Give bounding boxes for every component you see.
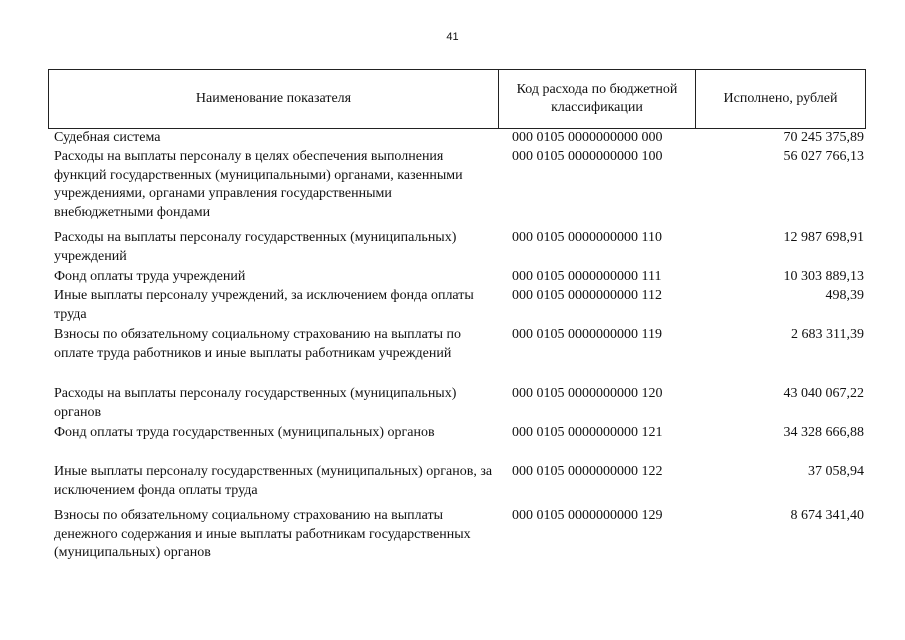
row-code: 000 0105 0000000000 122 xyxy=(512,464,663,479)
header-amount-column: Исполнено, рублей xyxy=(723,91,838,106)
row-name: Взносы по обязательному социальному страхованию на выплаты денежного содержания и иные выплаты работникам государственных (муниципальных) органов xyxy=(54,508,471,561)
row-code: 000 0105 0000000000 110 xyxy=(512,230,662,245)
row-code: 000 0105 0000000000 121 xyxy=(512,425,663,440)
header-name-column: Наименование показателя xyxy=(49,70,499,128)
row-name: Взносы по обязательному социальному страхованию на выплаты по оплате труда работников и иные выплаты работникам учреждений xyxy=(54,327,462,361)
row-amount: 10 303 889,13 xyxy=(783,269,864,284)
row-code: 000 0105 0000000000 111 xyxy=(512,269,662,284)
row-name: Иные выплаты персоналу учреждений, за исключением фонда оплаты труда xyxy=(54,288,474,322)
row-amount: 12 987 698,91 xyxy=(783,230,864,245)
row-name: Фонд оплаты труда государственных (муниципальных) органов xyxy=(54,425,435,440)
row-name: Расходы на выплаты персоналу в целях обеспечения выполнения функций государственных (муниципальными) органами, казенными учреждениями, органами управления государственными внебюджетными фондами xyxy=(54,149,463,221)
row-code: 000 0105 0000000000 000 xyxy=(512,130,663,145)
row-code: 000 0105 0000000000 112 xyxy=(512,288,662,303)
row-code: 000 0105 0000000000 119 xyxy=(512,327,662,342)
row-name: Расходы на выплаты персоналу государственных (муниципальных) учреждений xyxy=(54,230,457,264)
row-amount: 498,39 xyxy=(825,288,864,303)
row-amount: 2 683 311,39 xyxy=(791,327,864,342)
row-name: Иные выплаты персоналу государственных (муниципальных) органов, за исключением фонда оплаты труда xyxy=(54,464,493,498)
row-amount: 43 040 067,22 xyxy=(783,386,864,401)
page-number: 41 xyxy=(446,31,459,43)
row-code: 000 0105 0000000000 120 xyxy=(512,386,663,401)
row-amount: 56 027 766,13 xyxy=(783,149,864,164)
row-amount: 70 245 375,89 xyxy=(783,130,864,145)
row-name: Расходы на выплаты персоналу государственных (муниципальных) органов xyxy=(54,386,457,420)
header-code-column: Код расхода по бюджетной классификации xyxy=(499,70,696,128)
row-amount: 34 328 666,88 xyxy=(783,425,864,440)
row-name: Судебная система xyxy=(54,130,161,145)
row-code: 000 0105 0000000000 100 xyxy=(512,149,663,164)
table-header xyxy=(48,69,866,129)
row-name: Фонд оплаты труда учреждений xyxy=(54,269,246,284)
row-code: 000 0105 0000000000 129 xyxy=(512,508,663,523)
row-amount: 37 058,94 xyxy=(808,464,864,479)
row-amount: 8 674 341,40 xyxy=(790,508,864,523)
